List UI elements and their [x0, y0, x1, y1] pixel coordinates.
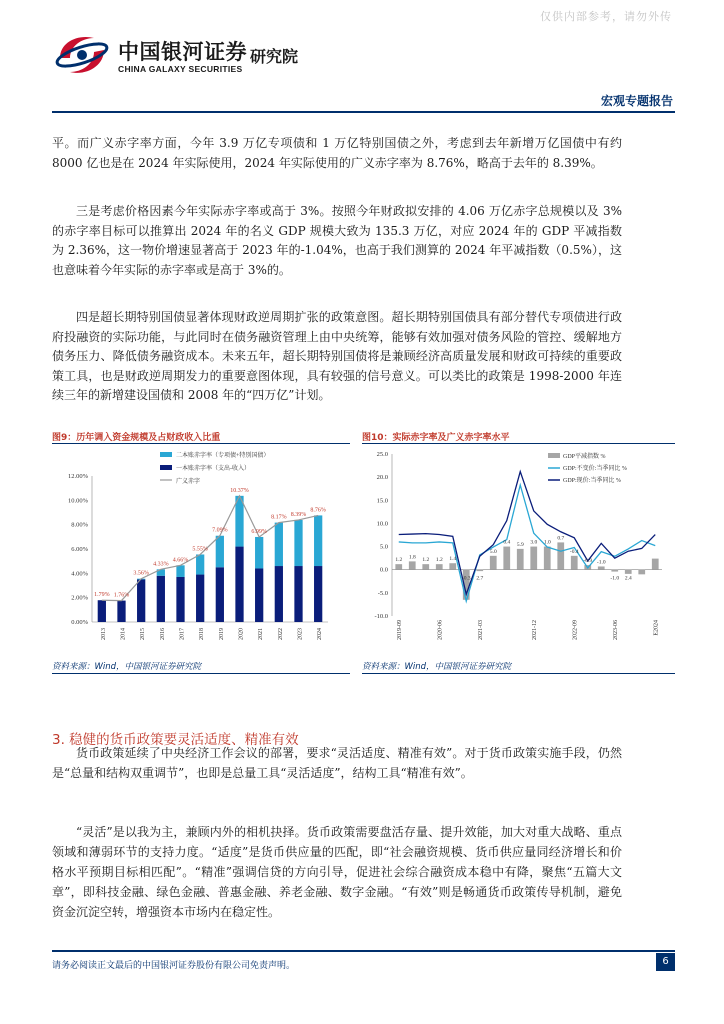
legend-label-broad-deficit: 广义赤字: [176, 479, 201, 485]
legend-label-budget-deficit: 一本账赤字率（支出-收入）: [176, 466, 250, 472]
legend-swatch-gdp-deflator: [548, 453, 560, 458]
watermark: 仅供内部参考，请勿外传: [540, 10, 672, 23]
paragraph-1: 平。而广义赤字率方面，今年 3.9 万亿专项债和 1 万亿特别国债之外，考虑到去年新增万亿国债中有约 8000 亿也是在 2024 年实际使用，2024 年实际使用的广义赤字率为 8.76%，略高于去年的 8.39%。: [52, 136, 622, 170]
bar-data-label: -0.9: [583, 558, 593, 565]
bar-budget-deficit: [294, 566, 302, 622]
bar-gdp-deflator: [557, 542, 564, 569]
x-tick-label: 2021-03: [477, 620, 484, 640]
header-rule: [52, 111, 675, 113]
y-tick-label: 5.0: [379, 543, 388, 551]
x-tick-label: 2022-09: [572, 620, 579, 640]
bar-data-label: 1.0: [543, 539, 551, 546]
data-label: 4.33%: [153, 561, 169, 568]
legend-label-nominal-gdp: GDP:现价:当季同比 %: [563, 478, 621, 484]
legend-swatch-budget-deficit: [160, 465, 172, 470]
bar-budget-deficit: [176, 577, 184, 622]
x-tick-label: 2023-06: [612, 620, 619, 640]
y-tick-label: -5.0: [377, 589, 388, 597]
bar-special-bonds: [196, 554, 204, 574]
x-tick-label: 2023: [297, 628, 304, 640]
data-label: 8.39%: [290, 511, 307, 518]
data-label: 6.99%: [251, 528, 267, 535]
bar-data-label: 3.0: [530, 539, 538, 546]
x-tick-label: 2016: [159, 628, 166, 640]
bar-data-label: 2.4: [624, 575, 632, 582]
bar-budget-deficit: [196, 575, 204, 622]
y-tick-label: 4.00%: [71, 570, 88, 578]
bar-data-label: 1.4: [449, 556, 457, 563]
bar-data-label: 1.8: [408, 554, 416, 561]
galaxy-logo-icon: [52, 30, 112, 80]
line-broad-deficit: [102, 496, 318, 601]
y-tick-label: 25.0: [376, 451, 388, 458]
paragraph-2: 三是考虑价格因素今年实际赤字率或高于 3%。按照今年财政拟安排的 4.06 万亿赤字总规模以及 3%的赤字率目标可以推算出 2024 年的名义 GDP 规模大致为 135.3 万亿，对应 2024 年的 GDP 平减指数为 2.36%，这一物价增速显著高于 2023 年的-1.04%，也高于我们测算的 2024 年平减指数（0.5%），这也意味着今年实际的赤字率或是高于 3%的。: [52, 204, 622, 277]
legend-label-special-bonds: 二本账赤字率（专项债+特别国债）: [176, 453, 270, 459]
figure-10-title: 图10：实际赤字率及广义赤字率水平: [362, 433, 510, 443]
figure-10-source-rule: [362, 673, 675, 674]
figure-10-rule: [362, 443, 675, 444]
bar-data-label: -0.4: [569, 548, 579, 555]
bar-gdp-deflator: [490, 556, 497, 570]
bar-gdp-deflator: [395, 564, 402, 570]
bar-special-bonds: [176, 565, 184, 577]
x-tick-label: 2020: [238, 628, 245, 640]
figure-10-chart: [362, 446, 675, 656]
institute-label: 研究院: [250, 47, 299, 66]
x-tick-label: E2024: [653, 620, 660, 636]
bar-gdp-deflator: [476, 570, 483, 571]
bar-special-bonds: [275, 523, 283, 566]
x-tick-label: 2024: [317, 628, 324, 640]
footer-disclaimer: 请务必阅读正文最后的中国银河证券股份有限公司免责声明。: [52, 961, 296, 971]
bar-budget-deficit: [314, 566, 322, 622]
bar-budget-deficit: [98, 600, 106, 622]
bar-data-label: -1.0: [610, 575, 620, 582]
bar-data-label: -1.0: [596, 559, 606, 566]
bar-gdp-deflator: [611, 570, 618, 572]
y-tick-label: 8.00%: [71, 521, 88, 529]
bar-gdp-deflator: [517, 549, 524, 570]
bar-special-bonds: [314, 515, 322, 566]
y-tick-label: 0.00%: [71, 619, 88, 626]
bar-special-bonds: [294, 520, 302, 566]
x-tick-label: 2019-09: [396, 620, 403, 640]
bar-budget-deficit: [137, 579, 145, 622]
data-label: 5.55%: [192, 546, 208, 553]
bar-gdp-deflator: [625, 570, 632, 574]
bar-data-label: -0.3: [461, 575, 471, 582]
y-tick-label: 10.0: [376, 520, 388, 528]
figure-9-rule: [52, 443, 350, 444]
bar-data-label: 0.7: [557, 535, 565, 542]
bar-gdp-deflator: [544, 547, 551, 570]
data-label: 3.56%: [133, 570, 149, 577]
bar-gdp-deflator: [571, 556, 578, 570]
y-tick-label: 20.0: [376, 474, 388, 482]
data-label: 8.17%: [271, 514, 287, 521]
data-label: 7.09%: [212, 527, 228, 534]
x-tick-label: 2019: [218, 628, 225, 640]
x-tick-label: 2015: [140, 628, 147, 640]
logo-name-en: CHINA GALAXY SECURITIES: [118, 64, 243, 74]
x-tick-label: 2022: [277, 628, 284, 640]
bar-data-label: 5.0: [489, 548, 497, 555]
x-tick-label: 2017: [179, 628, 186, 640]
bar-data-label: 1.2: [435, 557, 443, 564]
bar-data-label: 2.7: [476, 575, 484, 582]
x-tick-label: 2021: [258, 628, 265, 640]
figure-9-chart: [52, 446, 350, 656]
bar-gdp-deflator: [436, 564, 443, 570]
data-label: 1.76%: [113, 592, 130, 599]
footer-rule: [52, 950, 675, 952]
y-tick-label: 2.00%: [71, 594, 88, 602]
legend-label-gdp-deflator: GDP平减指数 %: [563, 454, 606, 460]
bar-budget-deficit: [157, 576, 165, 622]
logo-name-cn: 中国银河证券: [118, 40, 247, 64]
paragraph-5: “灵活”是以我为主，兼顾内外的相机抉择。货币政策需要盘活存量、提升效能，加大对重大战略、重点领域和薄弱环节的支持力度。“适度”是货币供应量的匹配，即“社会融资规模、货币供应量同经济增长和价格水平预期目标相匹配”。“精准”强调信贷的方向引导，促进社会综合融资成本稳中有降，聚焦“五篇大文章”，即科技金融、绿色金融、普惠金融、养老金融、数字金融。“有效”则是畅通货币政策传导机制，避免资金沉淀空转，增强资本市场内在稳定性。: [52, 825, 622, 919]
bar-gdp-deflator: [409, 561, 416, 569]
y-tick-label: 15.0: [376, 497, 388, 505]
legend-label-real-gdp: GDP:不变价:当季同比 %: [563, 466, 627, 472]
figure-10-source: 资料来源：Wind，中国银河证券研究院: [362, 662, 512, 672]
y-tick-label: -10.0: [374, 613, 388, 620]
bar-budget-deficit: [255, 568, 263, 622]
bar-budget-deficit: [235, 547, 243, 622]
bar-gdp-deflator: [449, 563, 456, 569]
bar-gdp-deflator: [503, 547, 510, 570]
y-tick-label: 6.00%: [71, 546, 88, 553]
figure-9-source-rule: [52, 673, 350, 674]
report-type: 宏观专题报告: [600, 94, 673, 108]
x-tick-label: 2014: [120, 628, 127, 640]
data-label: 1.79%: [94, 592, 110, 599]
bar-special-bonds: [216, 536, 224, 568]
bar-special-bonds: [255, 537, 263, 569]
bar-data-label: 5.9: [516, 541, 524, 548]
x-tick-label: 2020-06: [437, 620, 444, 640]
y-tick-label: 12.00%: [67, 473, 88, 480]
x-tick-label: 2021-12: [531, 620, 538, 640]
paragraph-4: 货币政策延续了中央经济工作会议的部署，要求“灵活适度、精准有效”。对于货币政策实施手段，仍然是“总量和结构双重调节”，也即是总量工具“灵活适度”，结构工具“精准有效”。: [52, 746, 622, 780]
bar-gdp-deflator: [598, 566, 605, 569]
figure-9-source: 资料来源：Wind，中国银河证券研究院: [52, 662, 202, 672]
x-tick-label: 2013: [100, 628, 107, 640]
data-label: 4.66%: [172, 557, 189, 564]
section-heading: 3. 稳健的货币政策要灵活适度、精准有效: [52, 732, 299, 748]
x-tick-label: 2018: [199, 628, 206, 640]
bar-budget-deficit: [117, 601, 125, 622]
bar-special-bonds: [235, 496, 243, 547]
bar-gdp-deflator: [652, 559, 659, 570]
line-real-gdp: [399, 485, 656, 601]
y-tick-label: 10.00%: [67, 497, 88, 505]
bar-budget-deficit: [275, 566, 283, 622]
y-tick-label: 0.0: [379, 566, 388, 574]
paragraph-3: 四是超长期特别国债显著体现财政逆周期扩张的政策意图。超长期特别国债具有部分替代专项债进行政府投融资的实际功能，与此同时在债务融资管理上由中央统筹，能够有效加强对债务风险的管控、缓解地方债务压力、降低债务融资成本。未来五年，超长期特别国债将是兼顾经济高质量发展和财政可持续的重要政策工具，也是财政逆周期发力的重要意图体现，具有较强的信号意义。可以类比的政策是 1998-2000 年连续三年的新增建设国债和 2008 年的“四万亿”计划。: [52, 310, 622, 402]
figure-9-title: 图9：历年调入资金规模及占财政收入比重: [52, 433, 221, 443]
bar-data-label: 1.2: [422, 557, 430, 564]
bar-data-label: 0.4: [503, 539, 511, 546]
data-label: 10.37%: [230, 487, 249, 494]
bar-data-label: 1.2: [395, 557, 403, 564]
legend-swatch-special-bonds: [160, 452, 172, 457]
bar-gdp-deflator: [422, 564, 429, 570]
bar-gdp-deflator: [530, 547, 537, 570]
data-label: 8.76%: [310, 507, 326, 514]
page-number: 6: [656, 953, 675, 971]
bar-budget-deficit: [216, 567, 224, 622]
bar-gdp-deflator: [638, 570, 645, 575]
